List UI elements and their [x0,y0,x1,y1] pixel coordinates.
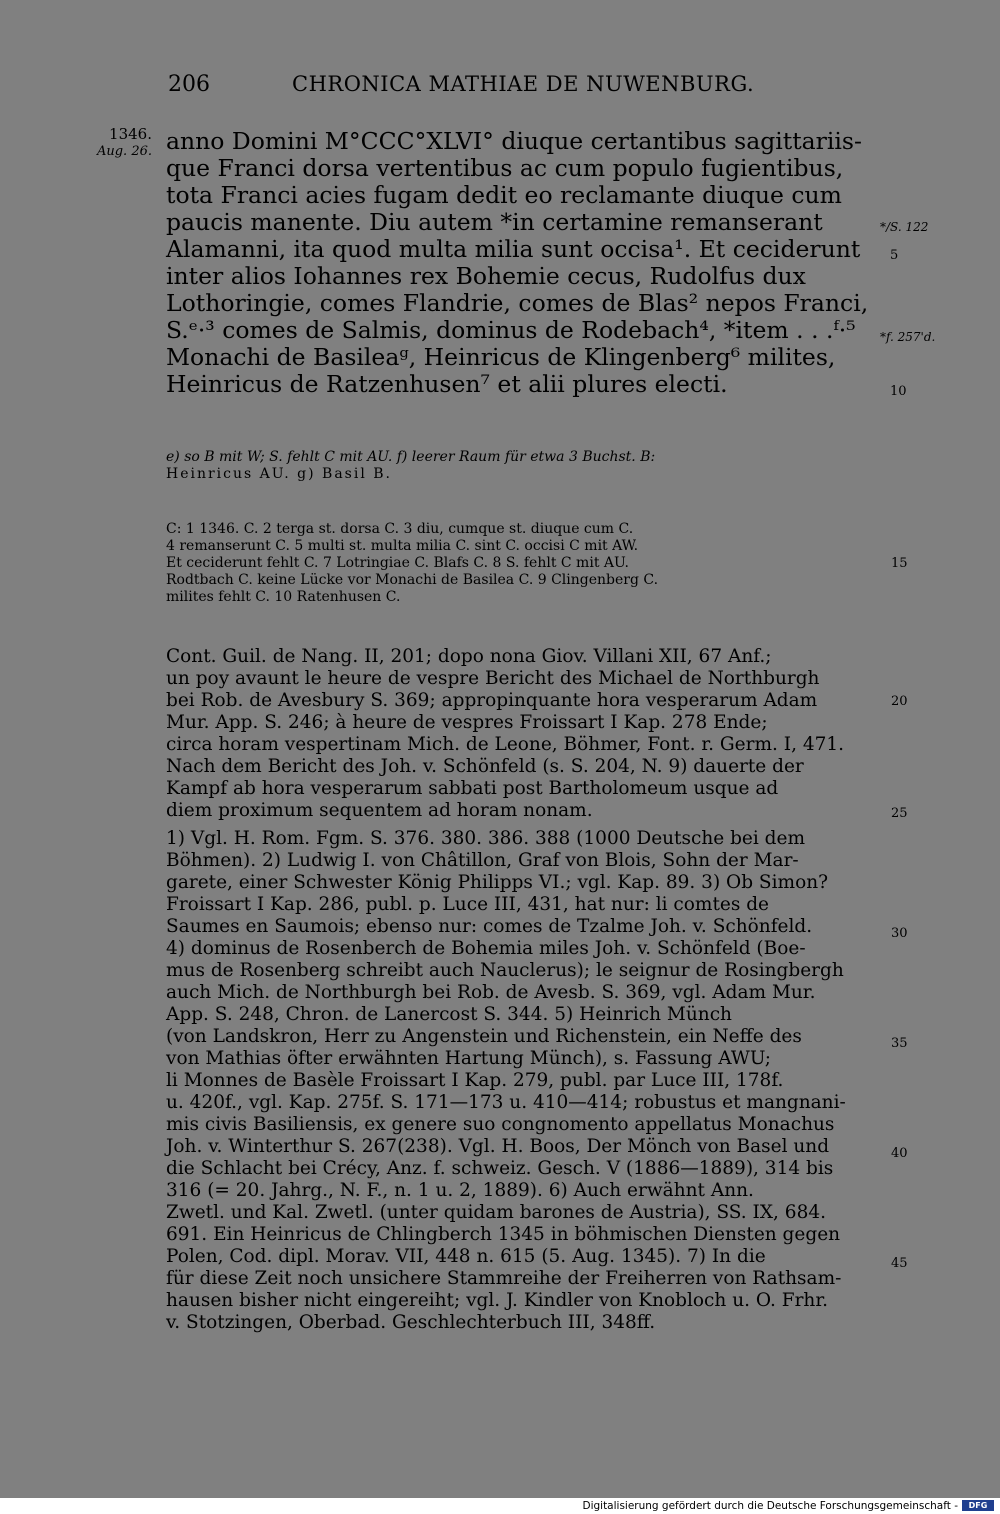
funding-footer [0,1498,1000,1514]
text-note: e) so B mit W; S. fehlt C mit AU. f) leerer Raum für etwa 3 Buchst. B: [166,449,656,465]
variant-line: 4 remanserunt C. 5 multi st. multa milia C. sint C. occisi C mit AW. [166,538,639,554]
dfg-logo: DFG [962,1500,994,1511]
footnote-line: hausen bisher nicht eingereiht; vgl. J. Kindler von Knobloch u. O. Frhr. [166,1290,829,1311]
footnote-line: 316 (= 20. Jahrg., N. F., n. 1 u. 2, 1889). 6) Auch erwähnt Ann. [166,1180,754,1201]
commentary-line: un poy avaunt le heure de vespre Bericht des Michael de Northburgh [166,668,820,689]
footnote-line: für diese Zeit noch unsichere Stammreihe der Freiherren von Rathsam- [166,1268,842,1289]
running-title: CHRONICA MATHIAE DE NUWENBURG. [292,72,755,96]
main-line: tota Franci acies fugam dedit eo reclamante diuque cum [166,181,842,209]
main-line: Alamanni, ita quod multa milia sunt occisa¹. Et ceciderunt [166,235,861,263]
variant-line: Et ceciderunt fehlt C. 7 Lotringiae C. Blafs C. 8 S. fehlt C mit AU. [166,555,629,571]
footnote-line: Joh. v. Winterthur S. 267(238). Vgl. H. Boos, Der Mönch von Basel und [166,1136,830,1157]
text-note: Heinricus AU. g) Basil B. [166,466,393,482]
main-line: Heinricus de Ratzenhusen⁷ et alii plures electi. [166,370,728,398]
footnote-line: (von Landskron, Herr zu Angenstein und Richenstein, ein Neffe des [166,1026,802,1047]
footnote-line: 4) dominus de Rosenberch de Bohemia miles Joh. v. Schönfeld (Boe- [166,938,806,959]
folio-reference: */S. 122 [880,220,929,234]
commentary-line: Nach dem Bericht des Joh. v. Schönfeld (s. S. 204, N. 9) dauerte der [166,756,804,777]
main-line: Lothoringie, comes Flandrie, comes de Blas² nepos Franci, [166,289,869,317]
footnote-line: von Mathias öfter erwähnten Hartung Münch), s. Fassung AWU; [166,1048,771,1069]
footnote-line: Böhmen). 2) Ludwig I. von Châtillon, Graf von Blois, Sohn der Mar- [166,850,799,871]
footnote-line: Froissart I Kap. 286, publ. p. Luce III, 431, hat nur: li comtes de [166,894,770,915]
page-number: 206 [168,72,210,97]
line-number: 25 [891,806,908,821]
folio-reference: *f. 257'd. [880,330,936,344]
footnote-line: die Schlacht bei Crécy, Anz. f. schweiz. Gesch. V (1886—1889), 314 bis [166,1158,834,1179]
line-number: 20 [891,694,908,709]
footnote-line: Polen, Cod. dipl. Morav. VII, 448 n. 615 (5. Aug. 1345). 7) In die [166,1246,766,1267]
main-line: paucis manente. Diu autem *in certamine remanserant [166,208,823,236]
footnote-line: u. 420f., vgl. Kap. 275f. S. 171—173 u. 410—414; robustus et mangnani- [166,1092,846,1113]
commentary-line: bei Rob. de Avesbury S. 369; appropinquante hora vesperarum Adam [166,690,818,711]
footnote-line: mis civis Basiliensis, ex genere suo congnomento appellatus Monachus [166,1114,835,1135]
commentary-line: circa horam vespertinam Mich. de Leone, Böhmer, Font. r. Germ. I, 471. [166,734,845,755]
footnote-line: 1) Vgl. H. Rom. Fgm. S. 376. 380. 386. 388 (1000 Deutsche bei dem [166,828,806,849]
margin-year: 1346. [109,125,152,143]
variant-line: C: 1 1346. C. 2 terga st. dorsa C. 3 diu, cumque st. diuque cum C. [166,521,634,537]
footnote-line: Saumes en Saumois; ebenso nur: comes de Tzalme Joh. v. Schönfeld. [166,916,813,937]
variant-line: Rodtbach C. keine Lücke vor Monachi de Basilea C. 9 Clingenberg C. [166,572,659,588]
margin-day: Aug. 26. [96,144,152,159]
funding-text: Digitalisierung gefördert durch die Deutsche Forschungsgemeinschaft - [582,1500,958,1512]
footnote-line: auch Mich. de Northburgh bei Rob. de Avesb. S. 369, vgl. Adam Mur. [166,982,816,1003]
margin-date [76,126,152,160]
main-line: anno Domini M°CCC°XLVI° diuque certantibus sagittariis- [166,127,862,155]
line-number: 15 [891,556,908,571]
footnote-line: mus de Rosenberg schreibt auch Nauclerus); le seignur de Rosingbergh [166,960,844,981]
main-line: S.ᵉ·³ comes de Salmis, dominus de Rodebach⁴, *item . . .ᶠ·⁵ [166,316,856,344]
line-number: 35 [891,1036,908,1051]
commentary-line: Mur. App. S. 246; à heure de vespres Froissart I Kap. 278 Ende; [166,712,768,733]
variant-line: milites fehlt C. 10 Ratenhusen C. [166,589,401,605]
commentary-line: Kampf ab hora vesperarum sabbati post Bartholomeum usque ad [166,778,779,799]
line-number: 45 [891,1256,908,1271]
footnote-line: Zwetl. und Kal. Zwetl. (unter quidam barones de Austria), SS. IX, 684. [166,1202,826,1223]
main-line: que Franci dorsa vertentibus ac cum populo fugientibus, [166,154,844,182]
line-number: 40 [891,1146,908,1161]
line-number: 30 [891,926,908,941]
footnote-line: v. Stotzingen, Oberbad. Geschlechterbuch III, 348ff. [166,1312,656,1333]
footnote-line: App. S. 248, Chron. de Lanercost S. 344. 5) Heinrich Münch [166,1004,732,1025]
commentary-line: diem proximum sequentem ad horam nonam. [166,800,593,821]
main-line: inter alios Iohannes rex Bohemie cecus, Rudolfus dux [166,262,806,290]
footnote-line: garete, einer Schwester König Philipps VI.; vgl. Kap. 89. 3) Ob Simon? [166,872,829,893]
footnote-line: 691. Ein Heinricus de Chlingberch 1345 in böhmischen Diensten gegen [166,1224,841,1245]
main-line: Monachi de Basileaᵍ, Heinricus de Klingenberg⁶ milites, [166,343,836,371]
line-number: 5 [890,248,899,263]
footnote-line: li Monnes de Basèle Froissart I Kap. 279, publ. par Luce III, 178f. [166,1070,784,1091]
commentary-line: Cont. Guil. de Nang. II, 201; dopo nona Giov. Villani XII, 67 Anf.; [166,646,772,667]
line-number: 10 [890,384,907,399]
